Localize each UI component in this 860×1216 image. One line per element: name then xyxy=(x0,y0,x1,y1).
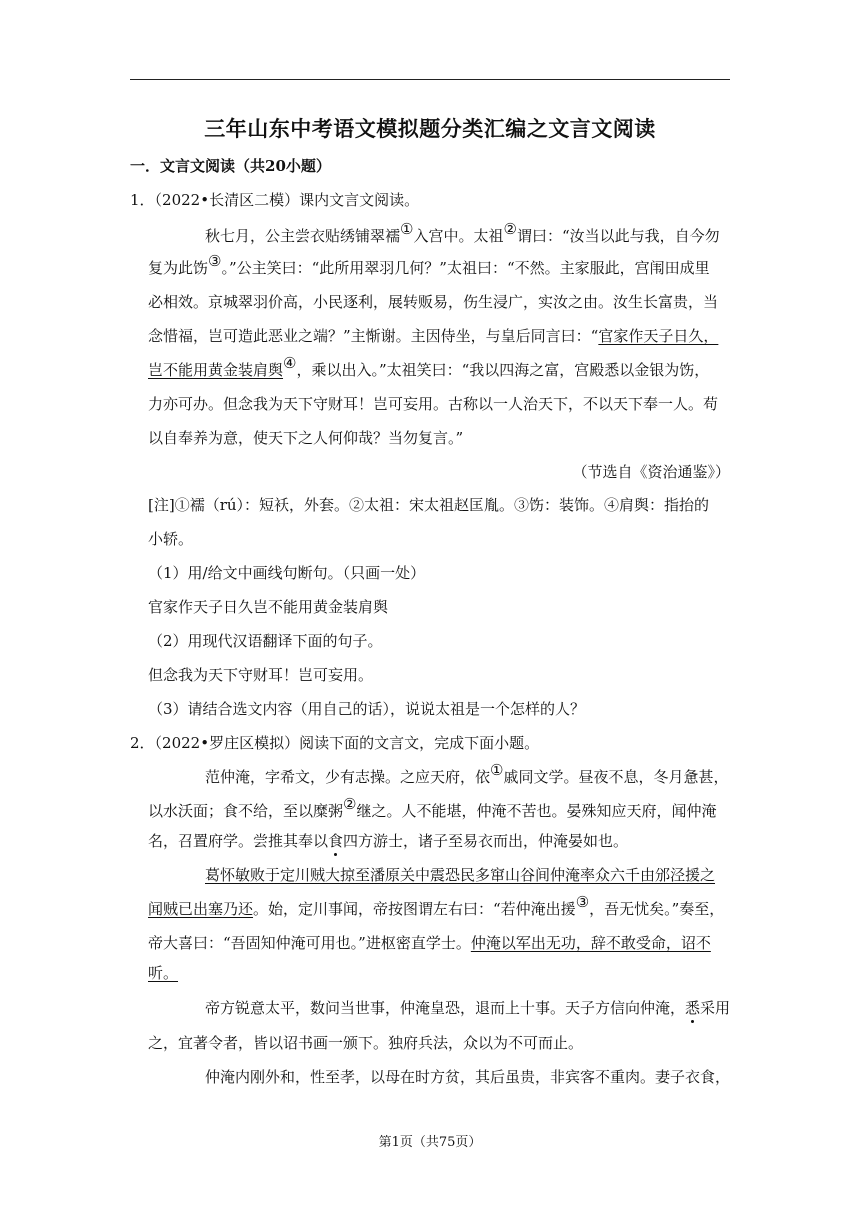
q2-passage-line-5 xyxy=(148,893,725,919)
text: 谓曰：“汝当以此与我，自今勿 xyxy=(516,227,720,245)
underlined-sentence: 葛怀敏败于定川贼大掠至潘原关中震恐民多窜山谷间仲淹率众六千由邠泾援之 xyxy=(205,866,716,884)
text: 复为此饬 xyxy=(148,259,209,277)
text: 。始，定川事闻，帝按图谓左右曰：“若仲淹出援 xyxy=(253,900,576,918)
emphasis-dot-char: 悉 xyxy=(685,999,701,1017)
underlined-sentence: 听。 xyxy=(148,964,179,982)
section-heading: 一．文言文阅读（共20小题） xyxy=(130,157,331,175)
note-marker-4: ④ xyxy=(283,354,297,372)
note-marker-2: ② xyxy=(343,795,357,813)
text: 入宫中。太祖 xyxy=(413,227,504,245)
text: 念惜福，岂可造此恶业之端？”主惭谢。主因侍坐，与皇后同言曰：“ xyxy=(148,327,599,345)
annotation-line-2: 小轿。 xyxy=(148,530,194,548)
note-marker-1: ① xyxy=(400,220,414,238)
text: 范仲淹，字希文，少有志操。之应天府，依 xyxy=(205,768,491,786)
q2-passage-line-3 xyxy=(148,831,628,851)
source-citation: （节选自《资治通鉴》） xyxy=(572,463,730,481)
note-marker-2: ② xyxy=(503,220,517,238)
q2-passage-line-7 xyxy=(148,963,178,983)
q1-passage-line-3: 必相效。京城翠羽价高，小民逐利，展转贩易，伤生浸广，实汝之由。汝生长富贵，当 xyxy=(148,293,719,311)
sub-question-1-text: 官家作天子日久岂不能用黄金装肩舆 xyxy=(148,598,389,616)
underlined-sentence: 仲淹以军出无功，辞不敢受命，诏不 xyxy=(470,934,711,952)
q2-passage-line-2 xyxy=(148,795,717,821)
sub-question-1: （1）用/给文中画线句断句。（只画一处） xyxy=(148,564,426,582)
underlined-sentence: 岂不能用黄金装肩舆 xyxy=(148,361,284,379)
q2-passage-line-1 xyxy=(205,761,729,787)
q2-passage-line-10: 仲淹内刚外和，性至孝，以母在时方贫，其后虽贵，非宾客不重肉。妻子衣食， xyxy=(205,1068,731,1086)
emphasis-dot-char: 食 xyxy=(328,832,344,850)
sub-question-3: （3）请结合选文内容（用自己的话），说说太祖是一个怎样的人？ xyxy=(148,700,586,718)
text: 帝方锐意太平，数问当世事，仲淹皇恐，退而上十事。天子方信向仲淹， xyxy=(205,999,686,1017)
q2-passage-line-6 xyxy=(148,933,711,953)
sub-question-2-text: 但念我为天下守财耳！岂可妄用。 xyxy=(148,666,374,684)
text: 继之。人不能堪，仲淹不苦也。晏殊知应天府，闻仲淹 xyxy=(356,802,717,820)
q1-passage-line-7: 以自奉养为意，使天下之人何仰哉？当勿复言。” xyxy=(148,429,464,447)
q2-passage-line-9: 之，宜著令者，皆以诏书画一颁下。独府兵法，众以为不可而止。 xyxy=(148,1034,584,1052)
q1-passage-line-4 xyxy=(148,326,718,346)
question-2-header: 2．（2022•罗庄区模拟）阅读下面的文言文，完成下面小题。 xyxy=(130,734,540,752)
underlined-sentence: 闻贼已出塞乃还 xyxy=(148,900,254,918)
text: ，吾无忧矣。”奏至， xyxy=(589,900,725,918)
question-1-header: 1．（2022•长清区二模）课内文言文阅读。 xyxy=(130,191,420,209)
text: 名，召置府学。尝推其奉以 xyxy=(148,832,329,850)
page-title: 三年山东中考语文模拟题分类汇编之文言文阅读 xyxy=(204,116,656,141)
text: 以水沃面；食不给，至以糜粥 xyxy=(148,802,344,820)
q1-passage-line-2 xyxy=(148,252,710,278)
note-marker-1: ① xyxy=(490,761,504,779)
note-marker-3: ③ xyxy=(208,252,222,270)
text: 四方游士，诸子至易衣而出，仲淹晏如也。 xyxy=(343,832,629,850)
text: ，乘以出入。”太祖笑曰：“我以四海之富，宫殿悉以金银为饬， xyxy=(296,361,710,379)
q1-passage-line-1 xyxy=(205,220,720,246)
text: 。”公主笑曰：“此所用翠羽几何？”太祖曰：“不然。主家服此，宫闱田成里 xyxy=(221,259,710,277)
q2-passage-line-8 xyxy=(205,998,730,1018)
text: 采用 xyxy=(700,999,731,1017)
text: 帝大喜曰：“吾固知仲淹可用也。”进枢密直学士。 xyxy=(148,934,471,952)
page-footer: 第1页（共75页） xyxy=(378,1135,482,1150)
header-rule xyxy=(130,79,730,80)
text: 秋七月，公主尝衣贴绣铺翠襦 xyxy=(205,227,401,245)
underlined-sentence: 官家作天子日久， xyxy=(598,327,719,345)
q1-passage-line-6: 力亦可办。但念我为天下守财耳！岂可妄用。古称以一人治天下，不以天下奉一人。苟 xyxy=(148,395,719,413)
text: 戚同文学。昼夜不息，冬月惫甚， xyxy=(503,768,729,786)
annotation-line-1: [注]①襦（rú）：短袄，外套。②太祖：宋太祖赵匡胤。③饬：装饰。④肩舆：指抬的 xyxy=(148,496,710,514)
sub-question-2: （2）用现代汉语翻译下面的句子。 xyxy=(148,632,383,650)
q1-passage-line-5 xyxy=(148,354,710,380)
q2-passage-line-4 xyxy=(205,865,715,885)
note-marker-3: ③ xyxy=(575,893,590,911)
